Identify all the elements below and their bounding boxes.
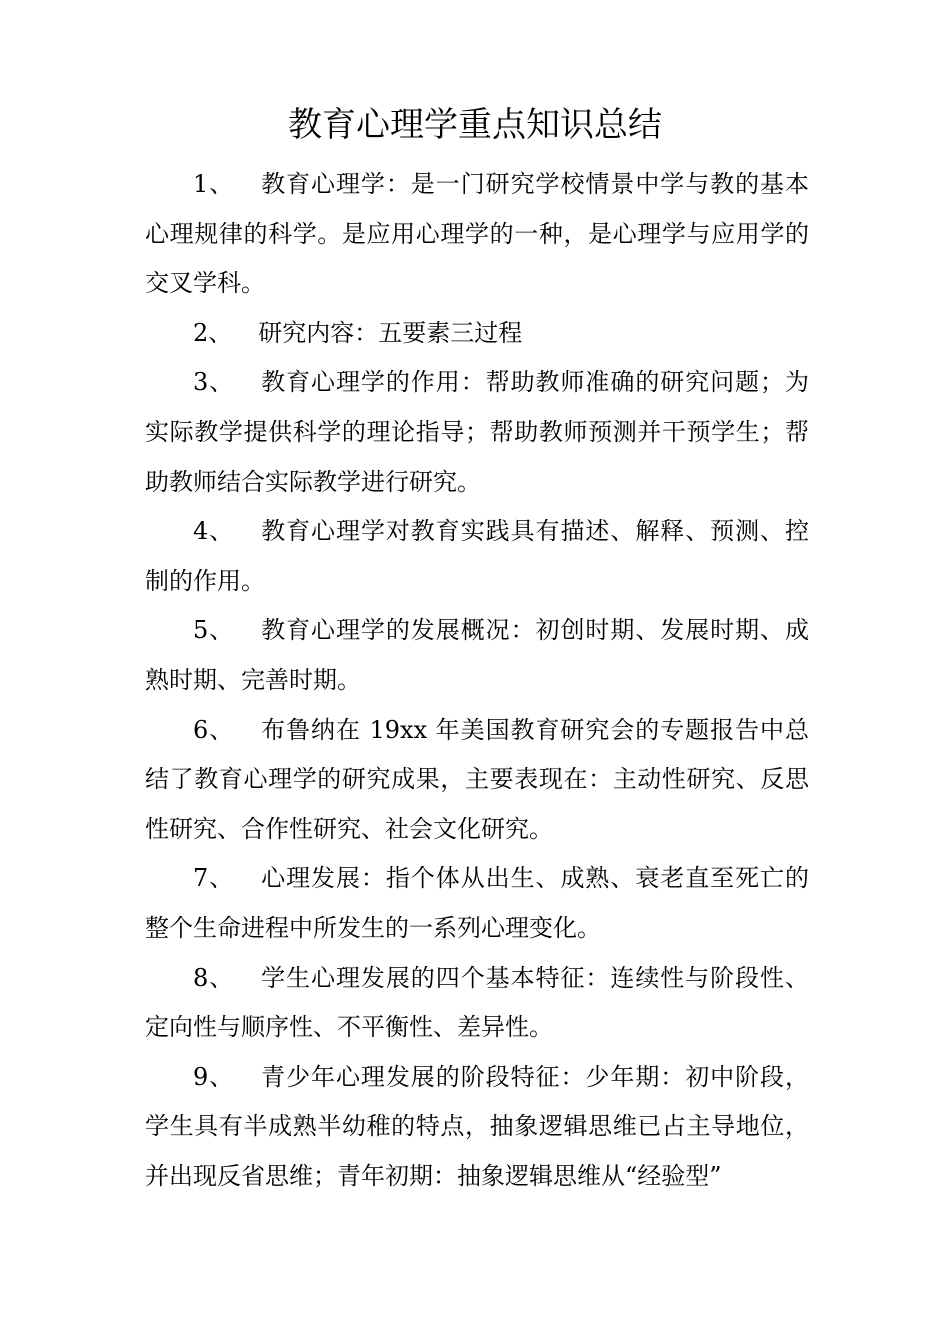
item-number: 4、 (193, 517, 235, 546)
item-text: 教育心理学的发展概况：初创时期、发展时期、成熟时期、完善时期。 (145, 616, 809, 694)
item-number: 3、 (193, 368, 235, 397)
list-item (145, 706, 809, 855)
item-text: 青少年心理发展的阶段特征：少年期：初中阶段，学生具有半成熟半幼稚的特点，抽象逻辑思维已占主导地位，并出现反省思维；青年初期：抽象逻辑思维从“经验型” (145, 1062, 809, 1190)
document-body (145, 160, 809, 1201)
item-number: 8、 (193, 963, 235, 992)
list-item (145, 358, 809, 507)
item-text: 研究内容：五要素三过程 (258, 318, 523, 347)
list-item (145, 854, 809, 953)
list-item (145, 309, 809, 359)
item-number: 2、 (193, 318, 233, 347)
item-number: 9、 (193, 1062, 235, 1091)
list-item (145, 1053, 809, 1202)
list-item (145, 606, 809, 705)
item-number: 5、 (193, 616, 235, 645)
item-text: 学生心理发展的四个基本特征：连续性与阶段性、定向性与顺序性、不平衡性、差异性。 (145, 963, 809, 1042)
item-text: 布鲁纳在 19xx 年美国教育研究会的专题报告中总结了教育心理学的研究成果，主要表现在：主动性研究、反思性研究、合作性研究、社会文化研究。 (145, 715, 809, 843)
item-text: 教育心理学对教育实践具有描述、解释、预测、控制的作用。 (145, 517, 809, 595)
item-text: 教育心理学：是一门研究学校情景中学与教的基本心理规律的科学。是应用心理学的一种，是心理学与应用学的交叉学科。 (145, 170, 809, 298)
item-number: 1、 (193, 170, 235, 198)
item-number: 7、 (193, 864, 235, 893)
list-item (145, 954, 809, 1053)
list-item (145, 160, 809, 309)
list-item (145, 507, 809, 606)
item-text: 心理发展：指个体从出生、成熟、衰老直至死亡的整个生命进程中所发生的一系列心理变化。 (145, 864, 809, 942)
item-text: 教育心理学的作用：帮助教师准确的研究问题；为实际教学提供科学的理论指导；帮助教师预测并干预学生；帮助教师结合实际教学进行研究。 (145, 368, 809, 496)
document-title: 教育心理学重点知识总结 (288, 105, 662, 145)
item-number: 6、 (193, 715, 235, 744)
